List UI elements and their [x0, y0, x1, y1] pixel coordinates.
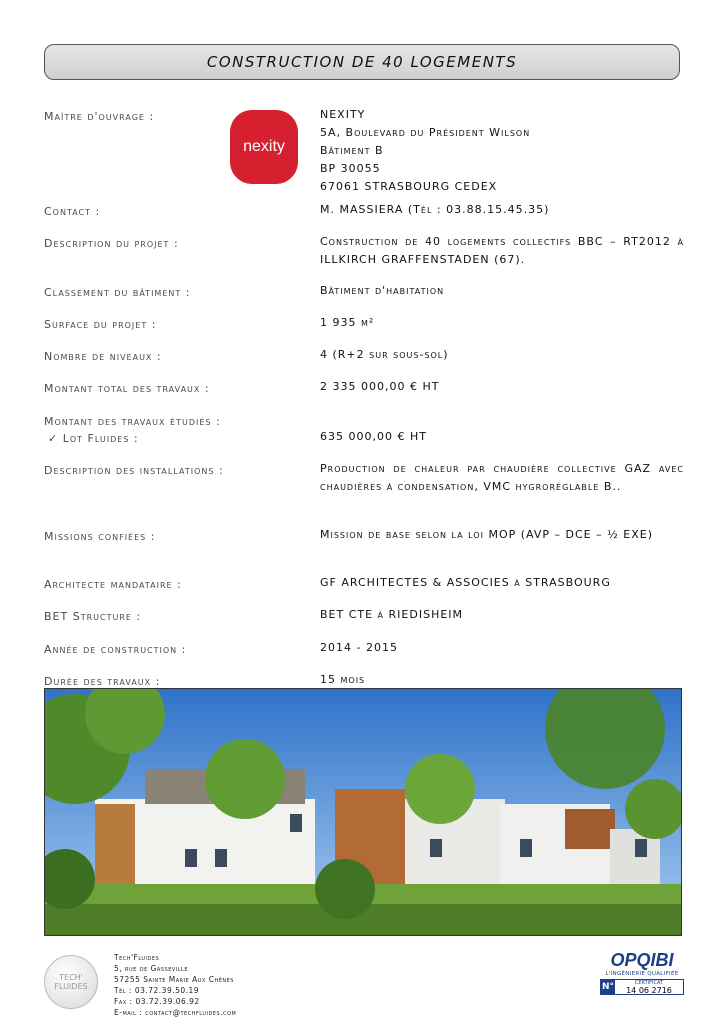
owner-address-line: BP 30055: [320, 162, 381, 175]
duration-value: 15 mois: [320, 673, 366, 686]
techfluides-logo: [44, 955, 98, 1009]
owner-label: Maître d'ouvrage :: [44, 110, 155, 123]
total-amount-label: Montant total des travaux :: [44, 382, 210, 395]
levels-value: 4 (R+2 sur sous-sol): [320, 348, 449, 361]
lot-fluides-value: 635 000,00 € HT: [320, 430, 427, 443]
surface-value: 1 935 m²: [320, 316, 375, 329]
structure-label: BET Structure :: [44, 610, 142, 623]
rendering-illustration: [45, 689, 681, 935]
logo-text-line: TECH': [59, 973, 83, 982]
duration-label: Durée des travaux :: [44, 675, 161, 688]
company-name: Tech'Fluides: [114, 953, 160, 962]
cert-word: CERTIFICAT: [634, 980, 664, 986]
logo-text-line: FLUIDES: [54, 982, 88, 991]
contact-value: M. MASSIERA (Tél : 03.88.15.45.35): [320, 203, 550, 216]
year-value: 2014 - 2015: [320, 641, 398, 654]
company-fax: Fax : 03.72.39.06.92: [114, 997, 200, 1006]
contact-label: Contact :: [44, 205, 101, 218]
company-email: E-mail : contact@techfluides.com: [114, 1008, 237, 1017]
structure-value: BET CTE à RIEDISHEIM: [320, 608, 464, 621]
cert-number: 14 06 2716: [626, 986, 672, 995]
opqibi-brand: OPQIBI: [610, 950, 674, 970]
owner-details: [320, 106, 684, 196]
building-class-value: Bâtiment d'habitation: [320, 284, 445, 297]
missions-label: Missions confiées :: [44, 530, 156, 543]
project-description-value: Construction de 40 logements collectifs BBC – RT2012 à ILLKIRCH GRAFFENSTADEN (67).: [320, 235, 684, 266]
architect-label: Architecte mandataire :: [44, 578, 182, 591]
opqibi-certification: [600, 950, 684, 995]
nexity-logo: nexity: [230, 110, 298, 184]
year-label: Année de construction :: [44, 643, 187, 656]
owner-address-line: 67061 STRASBOURG CEDEX: [320, 180, 498, 193]
missions-value: Mission de base selon la loi MOP (AVP – DCE – ½ EXE): [320, 528, 653, 541]
building-class-label: Classement du bâtiment :: [44, 286, 191, 299]
studied-amount-label: Montant des travaux étudiés :: [44, 415, 221, 428]
cert-n-label: N°: [601, 982, 615, 992]
company-phone: Tél : 03.72.39.50.19: [114, 986, 200, 995]
company-address: [114, 952, 236, 1018]
lot-fluides-label: ✓ Lot Fluides :: [48, 432, 139, 445]
page-title: CONSTRUCTION DE 40 LOGEMENTS: [44, 44, 680, 80]
surface-label: Surface du projet :: [44, 318, 157, 331]
company-street: 5, rue de Gasseville: [114, 964, 188, 973]
owner-address-line: Bâtiment B: [320, 144, 384, 157]
owner-name: NEXITY: [320, 108, 366, 121]
owner-address-line: 5A, Boulevard du Président Wilson: [320, 126, 531, 139]
architect-value: GF ARCHITECTES & ASSOCIES à STRASBOURG: [320, 576, 611, 589]
opqibi-tagline: L'INGÉNIERIE QUALIFIÉE: [605, 971, 679, 977]
building-rendering-image: [44, 688, 682, 936]
installations-label: Description des installations :: [44, 464, 224, 477]
levels-label: Nombre de niveaux :: [44, 350, 162, 363]
project-description-label: Description du projet :: [44, 237, 179, 250]
total-amount-value: 2 335 000,00 € HT: [320, 380, 440, 393]
installations-value: Production de chaleur par chaudière collective GAZ avec chaudières à condensation, VMC hygroréglable B..: [320, 462, 684, 493]
company-city: 57255 Sainte Marie Aux Chênes: [114, 975, 234, 984]
